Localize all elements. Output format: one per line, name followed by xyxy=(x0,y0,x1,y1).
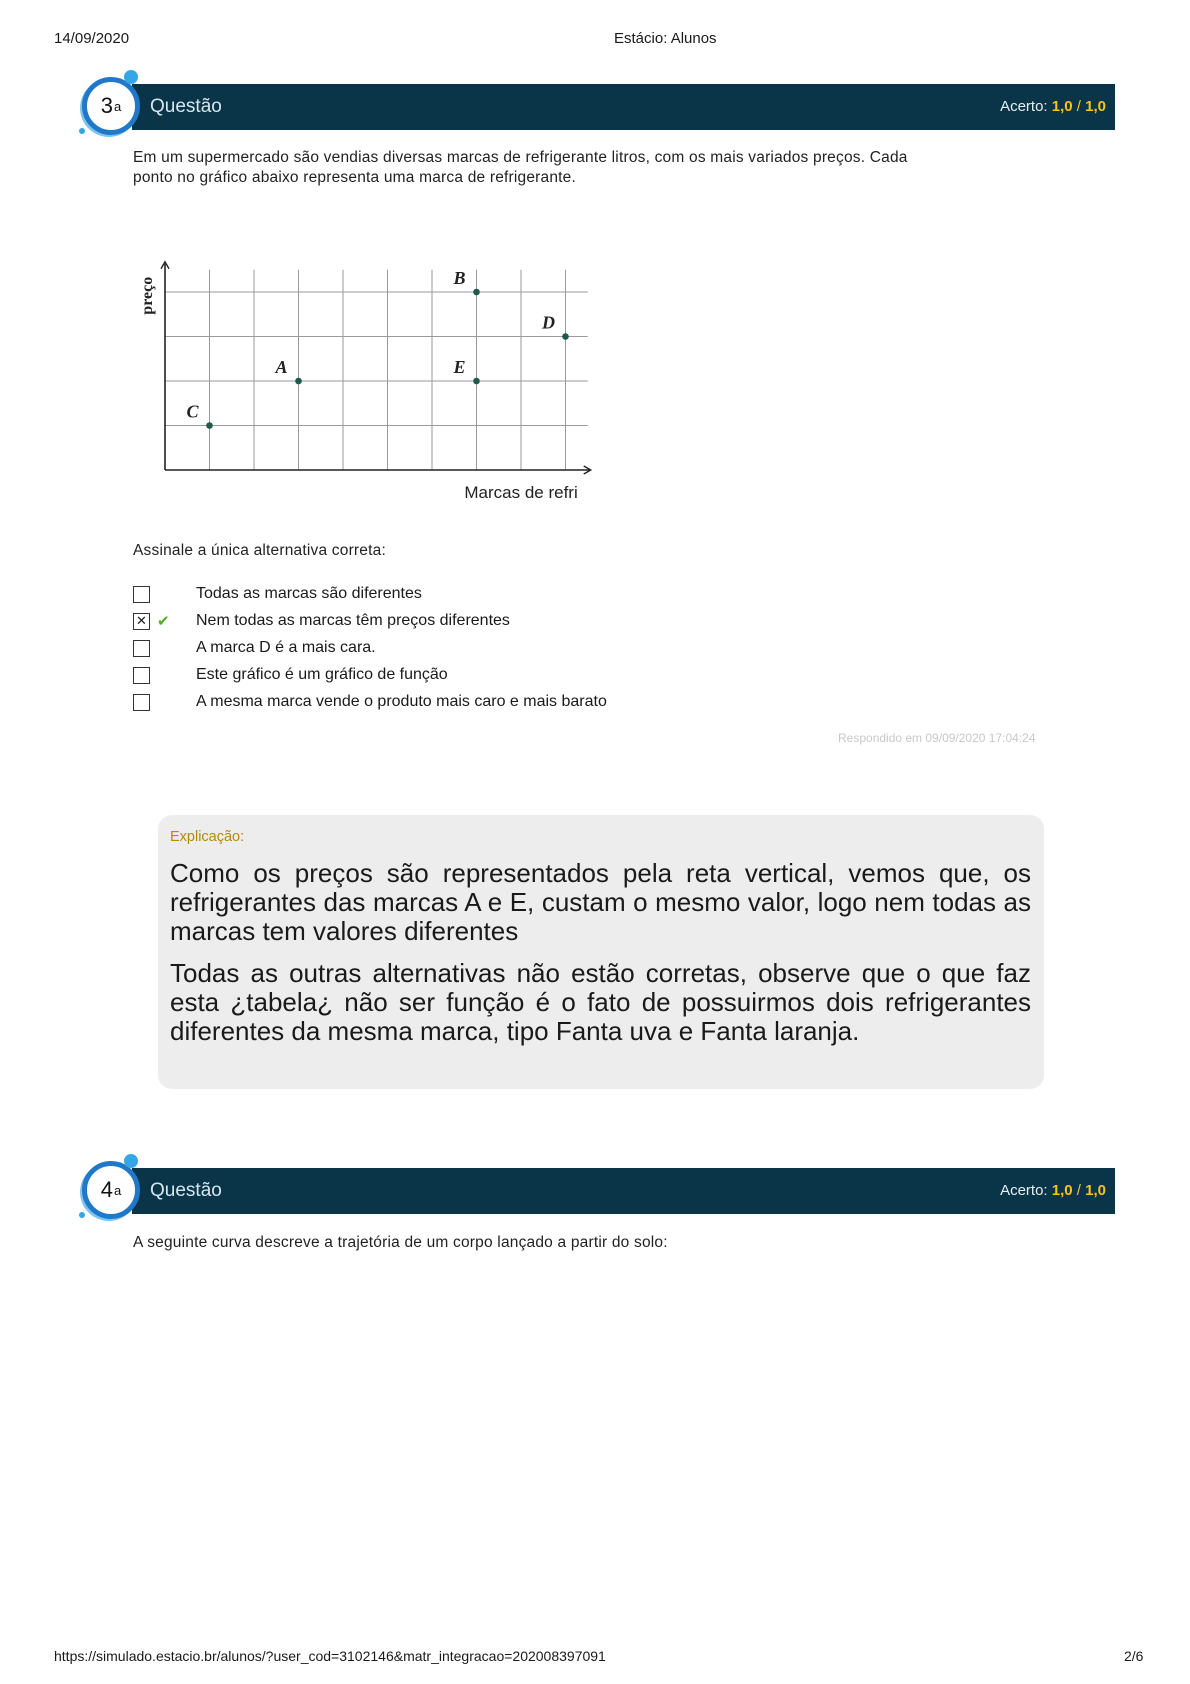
print-header xyxy=(0,30,1190,50)
y-axis-label: preço xyxy=(139,276,156,315)
question-3-title: Questão xyxy=(150,96,222,117)
option-4[interactable] xyxy=(133,666,833,688)
bubble-icon xyxy=(124,70,138,84)
score-label: Acerto: xyxy=(1000,1182,1048,1199)
explanation-paragraph: Como os preços são representados pela reta vertical, vemos que, os refrigerantes das marcas A e E, custam o mesmo valor, logo nem todas as marcas tem valores diferentes xyxy=(170,858,1031,946)
score-label: Acerto: xyxy=(1000,98,1048,115)
score-separator: / xyxy=(1076,1182,1081,1199)
brand-price-chart xyxy=(130,255,610,505)
question-4-header xyxy=(80,1168,1115,1214)
statement-line: Em um supermercado são vendias diversas marcas de refrigerante litros, com os mais variados preços. Cada xyxy=(133,149,908,166)
question-4-statement: A seguinte curva descreve a trajetória de um corpo lançado a partir do solo: xyxy=(133,1234,668,1251)
question-4-title: Questão xyxy=(150,1180,222,1201)
page-number: 2/6 xyxy=(1124,1648,1144,1664)
bubble-icon xyxy=(79,1212,85,1218)
print-date: 14/09/2020 xyxy=(54,30,130,47)
data-label-c: C xyxy=(186,401,199,422)
data-point-d xyxy=(562,333,569,340)
question-ordinal: a xyxy=(114,1182,122,1198)
question-ordinal: a xyxy=(114,98,122,114)
data-label-e: E xyxy=(453,357,466,377)
x-axis-label: Marcas de refri xyxy=(464,483,578,502)
bubble-icon xyxy=(124,1154,138,1168)
question-4-band xyxy=(132,1168,1115,1214)
option-checkbox[interactable] xyxy=(133,640,150,657)
option-label: A marca D é a mais cara. xyxy=(196,639,376,656)
option-2[interactable] xyxy=(133,612,833,634)
explanation-heading: Explicação: xyxy=(170,829,245,845)
question-number: 3 xyxy=(100,93,113,118)
option-label: Nem todas as marcas têm preços diferentes xyxy=(196,612,510,629)
question-3-band xyxy=(132,84,1115,130)
score-separator: / xyxy=(1076,98,1081,115)
score-value: 1,0 xyxy=(1051,98,1073,115)
option-checkbox[interactable] xyxy=(133,586,150,603)
explanation-paragraph: Todas as outras alternativas não estão corretas, observe que o que faz esta ¿tabela¿ não ser função é o fato de possuirmos dois refrigerantes diferentes da mesma marca, tipo Fanta uva e Fanta laranja. xyxy=(170,958,1031,1046)
option-label: Todas as marcas são diferentes xyxy=(196,585,422,602)
score-value: 1,0 xyxy=(1051,1182,1073,1199)
option-5[interactable] xyxy=(133,693,833,715)
statement-line: ponto no gráfico abaixo representa uma marca de refrigerante. xyxy=(133,169,577,186)
data-point-e xyxy=(473,378,480,385)
option-label: Este gráfico é um gráfico de função xyxy=(196,666,448,683)
question-4-number-badge xyxy=(82,1161,140,1219)
option-checkbox-checked[interactable]: ✕ xyxy=(133,613,150,630)
answered-timestamp: Respondido em 09/09/2020 17:04:24 xyxy=(838,731,1036,745)
option-3[interactable] xyxy=(133,639,833,661)
page-url: https://simulado.estacio.br/alunos/?user_cod=3102146&matr_integracao=202008397091 xyxy=(54,1648,606,1664)
data-point-c xyxy=(206,422,213,429)
question-4-score xyxy=(1000,1182,1106,1199)
option-1[interactable] xyxy=(133,585,833,607)
data-point-a xyxy=(295,378,302,385)
data-label-d: D xyxy=(542,312,555,333)
option-checkbox[interactable] xyxy=(133,694,150,711)
option-checkbox[interactable] xyxy=(133,667,150,684)
question-3-instruction: Assinale a única alternativa correta: xyxy=(133,542,386,559)
bubble-icon xyxy=(79,128,85,134)
correct-check-icon: ✔ xyxy=(157,613,170,630)
data-label-a: A xyxy=(275,357,288,377)
question-3-number-badge xyxy=(82,77,140,135)
score-max: 1,0 xyxy=(1085,98,1106,115)
question-3-header xyxy=(80,84,1115,130)
data-point-b xyxy=(473,289,480,296)
question-3-score xyxy=(1000,98,1106,115)
explanation-panel xyxy=(158,815,1044,1089)
question-number: 4 xyxy=(100,1177,113,1202)
question-3-statement xyxy=(133,148,908,188)
score-max: 1,0 xyxy=(1085,1182,1106,1199)
page-title: Estácio: Alunos xyxy=(614,30,717,47)
option-label: A mesma marca vende o produto mais caro e mais barato xyxy=(196,693,607,710)
data-label-b: B xyxy=(453,268,466,288)
